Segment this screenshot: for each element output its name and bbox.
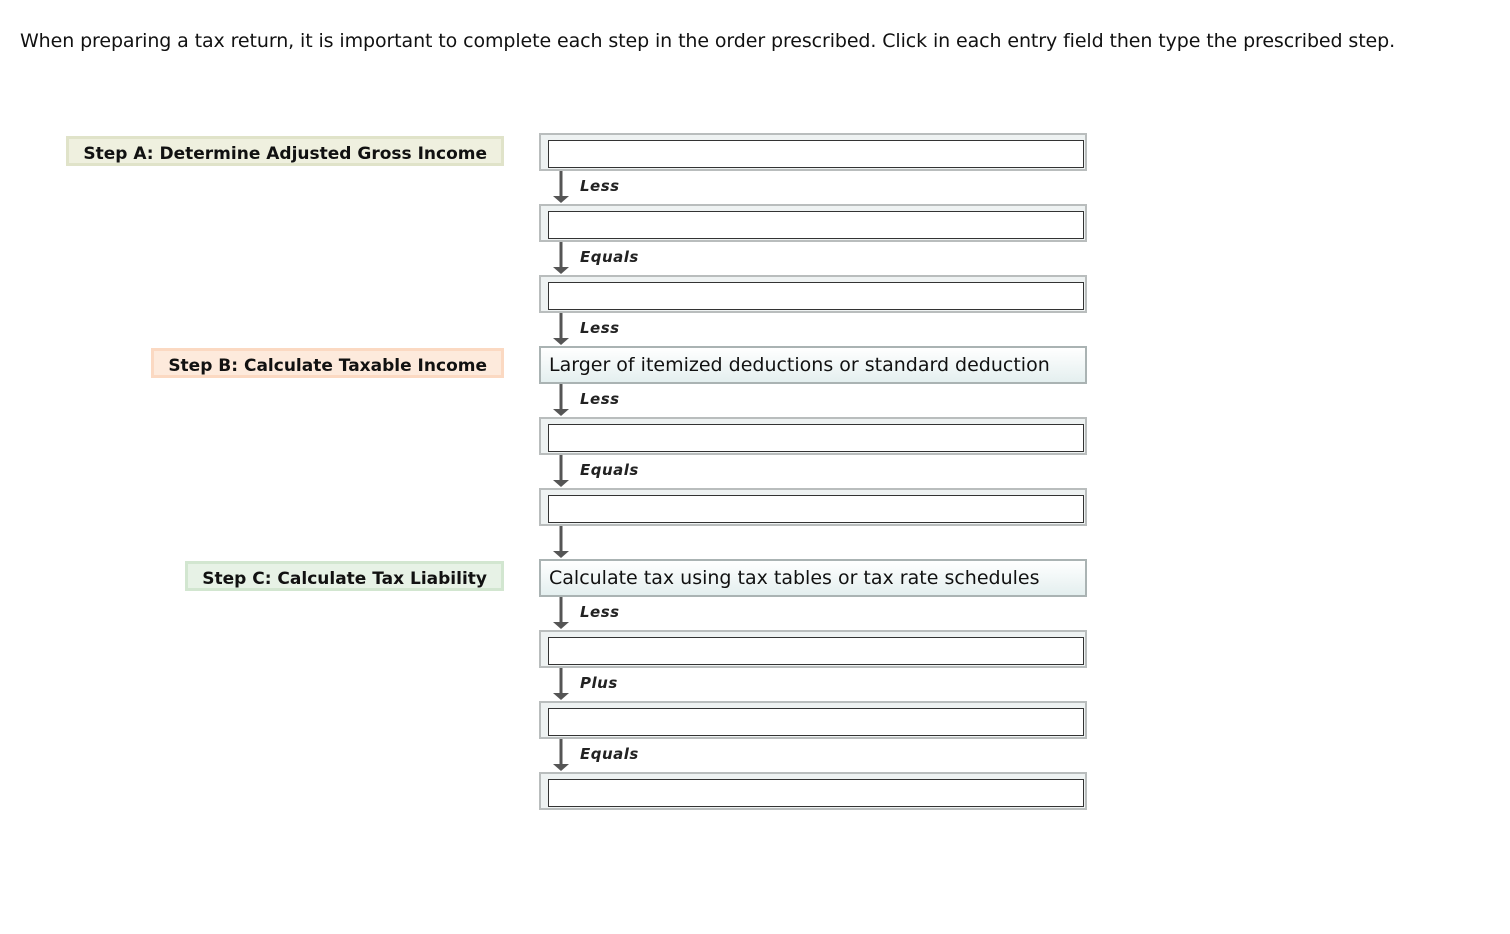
entry-field-3[interactable] [548, 282, 1084, 310]
down-arrow-icon [552, 526, 570, 558]
entry-box-7 [539, 701, 1087, 739]
entry-box-1 [539, 133, 1087, 171]
operator-label: Less [580, 390, 620, 408]
entry-field-8[interactable] [548, 779, 1084, 807]
step-a-label: Step A: Determine Adjusted Gross Income [66, 136, 504, 166]
down-arrow-icon [552, 242, 570, 274]
operator-label: Equals [580, 461, 639, 479]
entry-field-5[interactable] [548, 495, 1084, 523]
down-arrow-icon [552, 668, 570, 700]
down-arrow-icon [552, 597, 570, 629]
instructions-text: When preparing a tax return, it is important to complete each step in the order prescribed. Click in each entry field then type the prescribed step. [20, 30, 1396, 52]
entry-box-6 [539, 630, 1087, 668]
down-arrow-icon [552, 455, 570, 487]
operator-label: Plus [580, 674, 618, 692]
operator-label: Less [580, 177, 620, 195]
operator-label: Less [580, 603, 620, 621]
operator-label: Less [580, 319, 620, 337]
operator-label: Equals [580, 745, 639, 763]
deduction-row: Larger of itemized deductions or standard deduction [539, 346, 1087, 384]
entry-box-5 [539, 488, 1087, 526]
entry-box-3 [539, 275, 1087, 313]
entry-box-2 [539, 204, 1087, 242]
down-arrow-icon [552, 171, 570, 203]
entry-field-7[interactable] [548, 708, 1084, 736]
entry-field-1[interactable] [548, 140, 1084, 168]
down-arrow-icon [552, 313, 570, 345]
entry-box-8 [539, 772, 1087, 810]
down-arrow-icon [552, 384, 570, 416]
entry-field-2[interactable] [548, 211, 1084, 239]
entry-field-4[interactable] [548, 424, 1084, 452]
down-arrow-icon [552, 739, 570, 771]
entry-field-6[interactable] [548, 637, 1084, 665]
entry-box-4 [539, 417, 1087, 455]
step-b-label: Step B: Calculate Taxable Income [151, 348, 504, 378]
tax-row: Calculate tax using tax tables or tax rate schedules [539, 559, 1087, 597]
step-c-label: Step C: Calculate Tax Liability [185, 561, 504, 591]
operator-label: Equals [580, 248, 639, 266]
